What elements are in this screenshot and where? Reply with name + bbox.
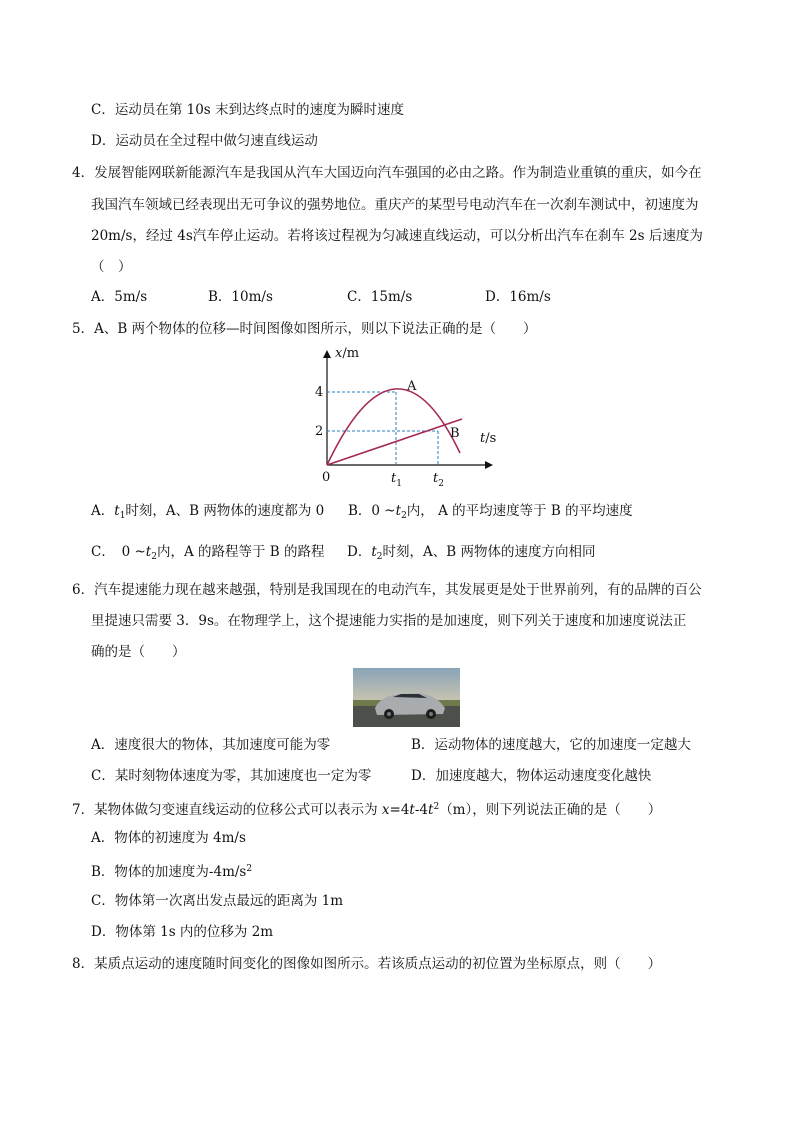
y-axis-arrow (323, 350, 331, 358)
q4-option-d: D．16m/s (485, 289, 551, 305)
q4-option-c: C．15m/s (347, 289, 413, 305)
q6-stem-line3: 确的是（ ） (91, 644, 186, 660)
q3-option-d: D．运动员在全过程中做匀速直线运动 (91, 133, 318, 149)
q6-option-a: A．速度很大的物体，其加速度可能为零 (91, 737, 331, 753)
q5-option-b: B．0 $\sim t_2$内， A 的平均速度等于 B 的平均速度 (348, 503, 633, 521)
tick-label-2: 2 (315, 424, 324, 439)
q7-stem: 7．某物体做匀变速直线运动的位移公式可以表示为 $x=4t-4t^2(m)$，则下列说法正确的是（ ） (72, 802, 662, 818)
q7-option-d: D．物体第 1s 内的位移为 2m (91, 924, 274, 940)
q4-stem-line2: 我国汽车领域已经表现出无可争议的强势地位。重庆产的某型号电动汽车在一次刹车测试中，初速度为 (91, 197, 699, 213)
q6-option-b: B．运动物体的速度越大，它的加速度一定越大 (411, 737, 691, 753)
label-b: B (450, 426, 460, 441)
q5-stem: 5．A、B 两个物体的位移—时间图像如图所示，则以下说法正确的是（ ） (72, 321, 537, 337)
x-axis-arrow (485, 461, 493, 469)
q5-option-d: D．$t_2$时刻，A、B 两物体的速度方向相同 (347, 544, 596, 562)
y-axis-label: x/m (335, 346, 360, 361)
q6-option-c: C．某时刻物体速度为零，其加速度也一定为零 (91, 768, 372, 784)
q3-option-c: C．运动员在第 10s 末到达终点时的速度为瞬时速度 (91, 102, 405, 118)
tick-label-t1: $t_1$ (391, 471, 402, 489)
xt-graph (310, 345, 510, 490)
q6-stem-line1: 6．汽车提速能力现在越来越强，特别是我国现在的电动汽车，其发展更是处于世界前列，有的品牌的百公 (72, 582, 702, 598)
q8-stem: 8．某质点运动的速度随时间变化的图像如图所示。若该质点运动的初位置为坐标原点，则（ ） (72, 956, 662, 972)
line-b (327, 419, 462, 465)
q6-option-d: D．加速度越大，物体运动速度变化越快 (411, 768, 652, 784)
q6-stem-line2: 里提速只需要 3．9s。在物理学上，这个提速能力实指的是加速度，则下列关于速度和加速度说法正 (91, 613, 687, 629)
tick-label-4: 4 (315, 385, 324, 400)
q4-stem-line3: 20m/s，经过 4s汽车停止运动。若将该过程视为匀减速直线运动，可以分析出汽车在刹车 2s 后速度为 (91, 228, 703, 244)
q4-option-b: B．10m/s (208, 289, 273, 305)
q7-option-c: C．物体第一次离出发点最远的距离为 1m (91, 893, 344, 909)
x-axis-label: t/s (480, 431, 497, 446)
label-a: A (407, 379, 417, 394)
q4-stem-line1: 4．发展智能网联新能源汽车是我国从汽车大国迈向汽车强国的必由之路。作为制造业重镇的重庆，如今在 (72, 165, 702, 181)
tick-label-t2: $t_2$ (433, 471, 444, 489)
q7-option-b: B．物体的加速度为$-4m/s^2$ (91, 864, 253, 880)
electric-car-photo (353, 668, 460, 727)
q4-answer-bracket: （ ） (91, 259, 132, 275)
q4-option-a: A．5m/s (91, 289, 148, 305)
q5-option-a: A．$t_1$时刻，A、B 两物体的速度都为 0 (91, 503, 325, 521)
origin-label: 0 (322, 470, 331, 485)
q7-option-a: A．物体的初速度为 4m/s (91, 830, 246, 846)
q5-option-c: C． 0 $\sim t_2$内，A 的路程等于 B 的路程 (91, 544, 325, 562)
